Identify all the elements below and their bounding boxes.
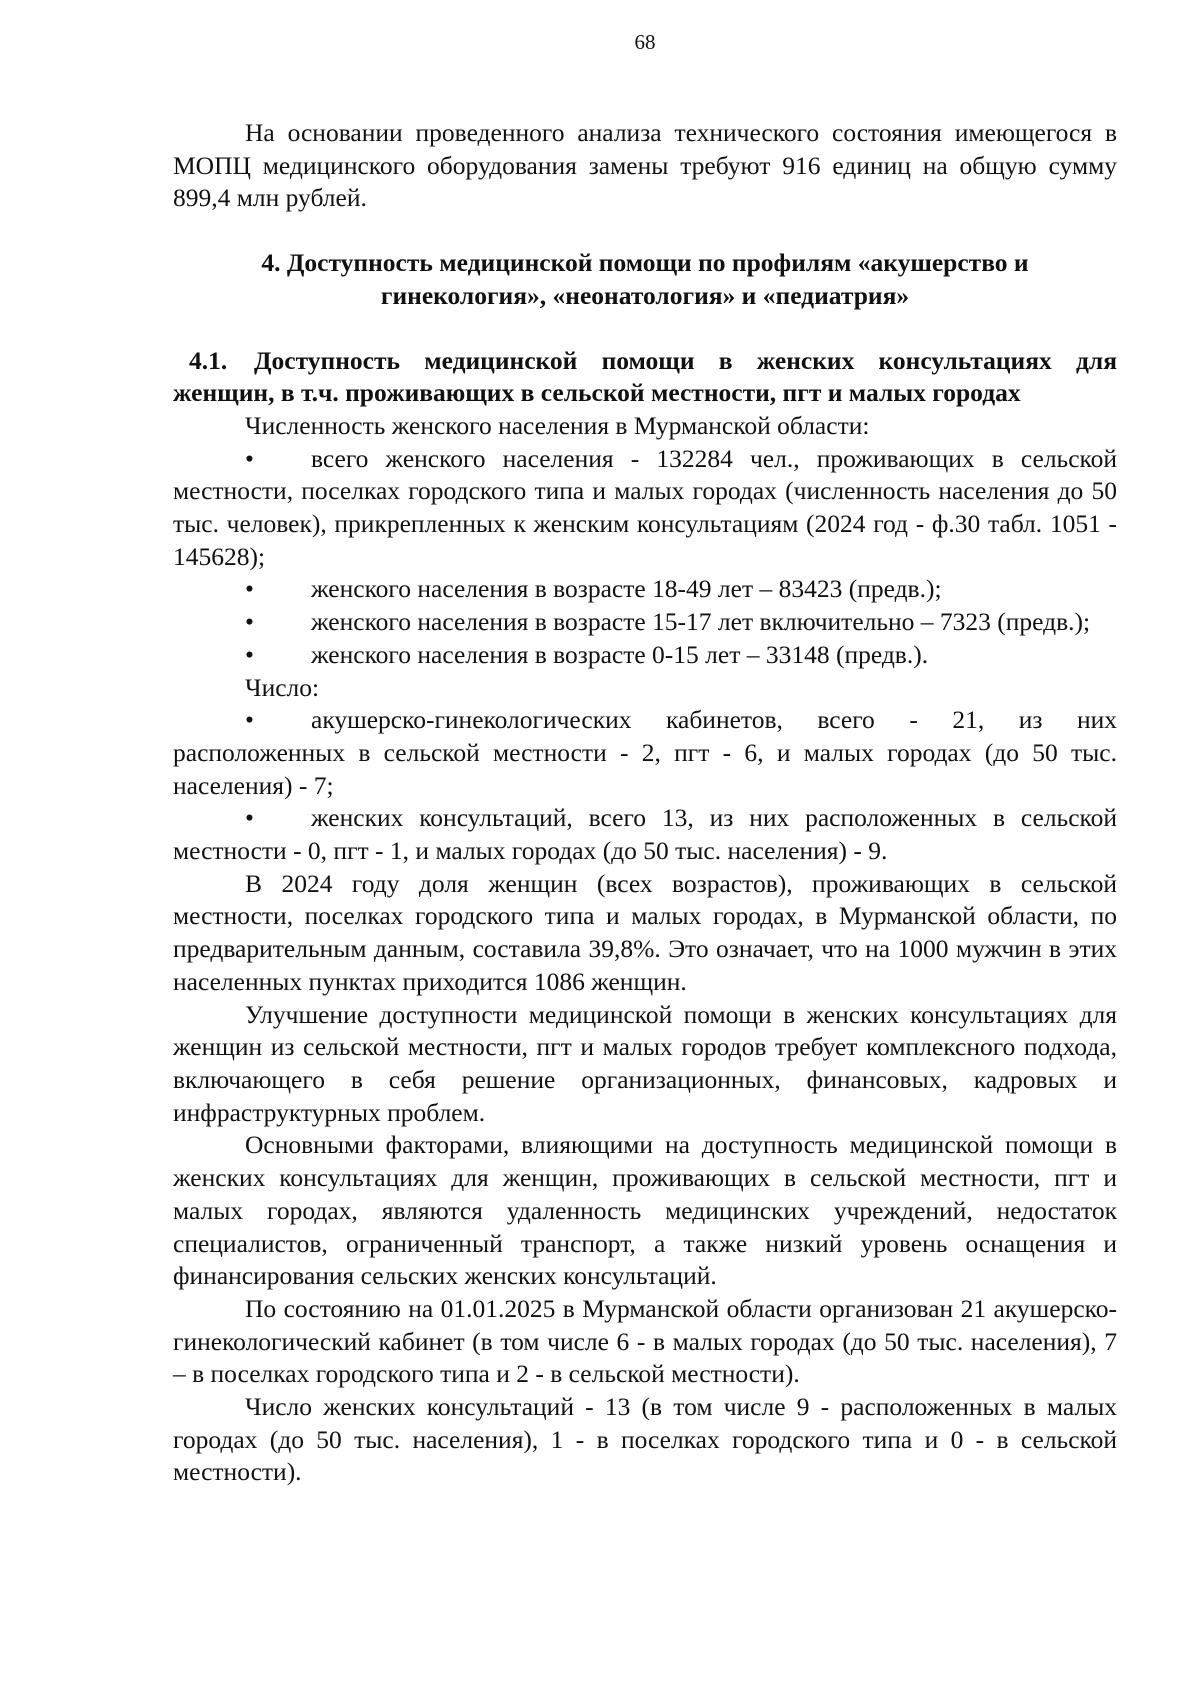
count-intro: Число:: [245, 672, 320, 702]
population-item: [173, 443, 1117, 574]
bullet-icon: •: [245, 574, 254, 604]
bullet-icon: •: [245, 607, 254, 637]
bullet-icon: •: [245, 443, 254, 473]
section-4-heading: [173, 247, 1117, 312]
population-item: [173, 639, 1117, 672]
count-item: [173, 802, 1117, 867]
section-4-heading-line-1: 4. Доступность медицинской помощи по профилям «акушерство и: [261, 248, 1029, 278]
body-paragraph: По состоянию на 01.01.2025 в Мурманской области организован 21 акушерско-гинекологический кабинет (в том числе 6 - в малых городах (до 50 тыс. населения), 7 – в поселках городского типа и 2 - в сельской местности).: [173, 1293, 1117, 1389]
count-item-text: женских консультаций, всего 13, из них расположенных в сельской местности - 0, пгт - 1, и малых городах (до 50 тыс. населения) - 9.: [173, 803, 1117, 866]
body-paragraph: Улучшение доступности медицинской помощи в женских консультациях для женщин из сельской местности, пгт и малых городов требует комплексного подхода, включающего в себя решение организационных, финансовых, кадровых и инфраструктурных проблем.: [173, 999, 1117, 1127]
body-paragraph: Основными факторами, влияющими на доступность медицинской помощи в женских консультациях для женщин, проживающих в сельской местности, пгт и малых городах, являются удаленность медицинских учреждений, недостаток специалистов, ограниченный транспорт, а также низкий уровень оснащения и финансирования сельских женских консультаций.: [173, 1130, 1117, 1291]
bullet-icon: •: [245, 639, 254, 669]
population-item-text: женского населения в возрасте 15-17 лет включительно – 7323 (предв.);: [311, 607, 1091, 637]
intro-paragraph: На основании проведенного анализа технического состояния имеющегося в МОПЦ медицинского оборудования замены требуют 916 единиц на общую сумму 899,4 млн рублей.: [173, 118, 1117, 213]
population-intro: Численность женского населения в Мурманской области:: [245, 410, 870, 440]
count-item-text: акушерско-гинекологических кабинетов, всего - 21, из них расположенных в сельской местности - 2, пгт - 6, и малых городах (до 50 тыс. населения) - 7;: [173, 705, 1117, 800]
bullet-icon: •: [245, 803, 254, 833]
page-content: [173, 117, 1117, 1489]
section-4-1-heading: [173, 345, 1117, 410]
count-item: [173, 704, 1117, 802]
document-page: [173, 0, 1117, 1697]
section-4-heading-line-2: гинекология», «неонатология» и «педиатрия»: [380, 280, 910, 310]
population-item: [173, 573, 1117, 606]
population-item-text: женского населения в возрасте 0-15 лет – 33148 (предв.).: [311, 639, 929, 669]
section-4-1-number: 4.1.: [189, 345, 228, 375]
body-paragraph: В 2024 году доля женщин (всех возрастов), проживающих в сельской местности, поселках городского типа и малых городах, в Мурманской области, по предварительным данным, составила 39,8%. Это означает, что на 1000 мужчин в этих населенных пунктах приходится 1086 женщин.: [173, 868, 1117, 996]
population-item-text: женского населения в возрасте 18-49 лет – 83423 (предв.);: [311, 574, 942, 604]
body-paragraph: Число женских консультаций - 13 (в том числе 9 - расположенных в малых городах (до 50 тыс. населения), 1 - в поселках городского типа и 0 - в сельской местности).: [173, 1392, 1117, 1487]
bullet-icon: •: [245, 705, 254, 735]
population-item-text: всего женского населения - 132284 чел., проживающих в сельской местности, поселках городского типа и малых городах (численность населения до 50 тыс. человек), прикрепленных к женским консультациям (2024 год - ф.30 табл. 1051 - 145628);: [173, 443, 1117, 571]
population-item: [173, 606, 1117, 639]
section-4-1-title: Доступность медицинской помощи в женских консультациях для женщин, в т.ч. проживающих в сельской местности, пгт и малых городах: [173, 345, 1117, 408]
page-number: 68: [634, 30, 656, 54]
